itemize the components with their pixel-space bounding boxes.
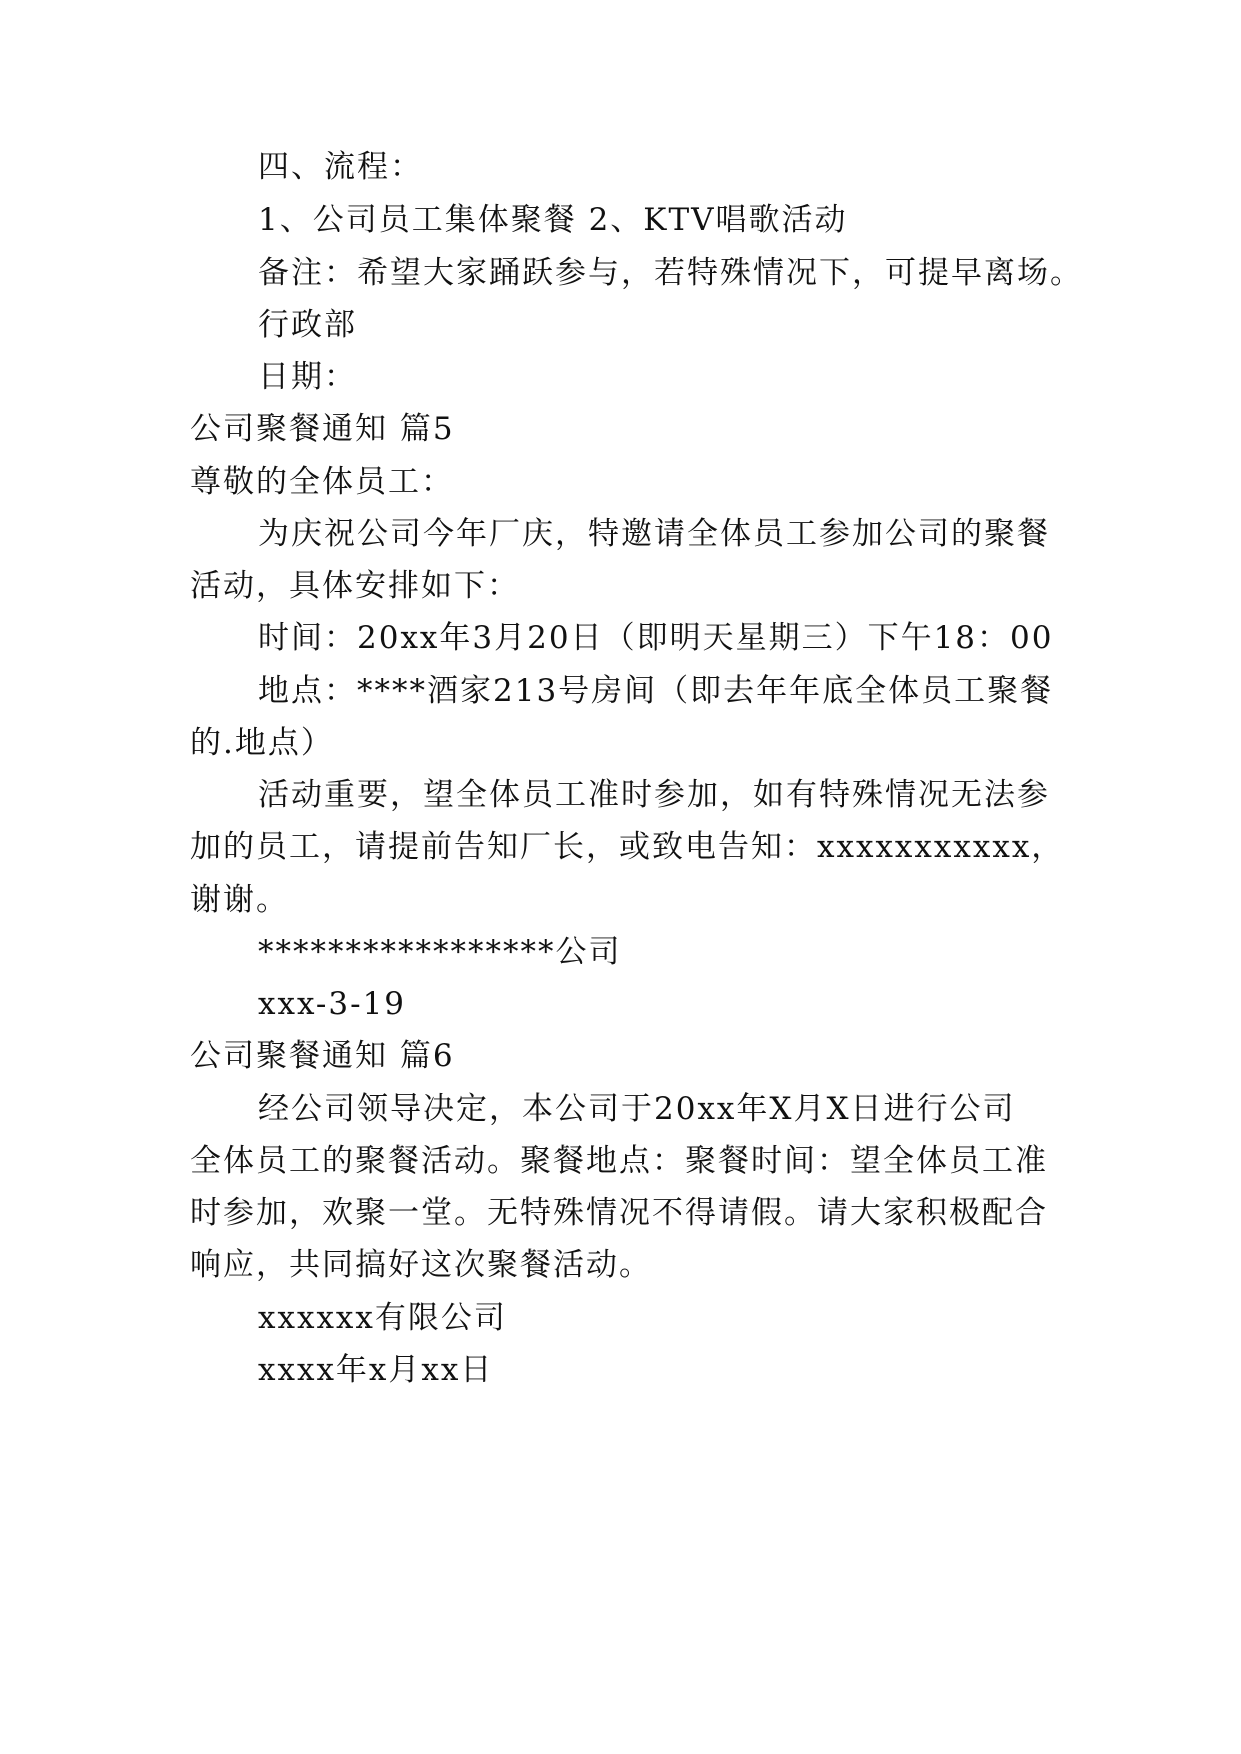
process-items: 1、公司员工集体聚餐 2、KTV唱歌活动 (258, 202, 848, 238)
event-place-continued: 的.地点） (190, 725, 334, 761)
section-heading: 四、流程： (258, 149, 423, 185)
paragraph-line: 全体员工的聚餐活动。聚餐地点：聚餐时间：望全体员工准 (190, 1143, 1048, 1179)
paragraph-line: 谢谢。 (190, 882, 289, 918)
department-signature: 行政部 (258, 307, 357, 343)
event-time: 时间：20xx年3月20日（即明天星期三）下午18：00 (258, 620, 1054, 656)
paragraph-line: 活动重要，望全体员工准时参加，如有特殊情况无法参 (258, 777, 1050, 813)
signature-date: xxx-3-19 (258, 986, 407, 1022)
paragraph-line: 为庆祝公司今年厂庆，特邀请全体员工参加公司的聚餐 (258, 516, 1050, 552)
date-label: 日期： (258, 359, 357, 395)
paragraph-line: 加的员工，请提前告知厂长，或致电告知：xxxxxxxxxxx， (190, 829, 1065, 865)
paragraph-line: 时参加，欢聚一堂。无特殊情况不得请假。请大家积极配合 (190, 1195, 1048, 1231)
notice-title: 公司聚餐通知 篇5 (190, 411, 455, 447)
event-place: 地点：****酒家213号房间（即去年年底全体员工聚餐 (258, 673, 1054, 709)
signature-date: xxxx年x月xx日 (258, 1352, 494, 1388)
paragraph-line: 经公司领导决定，本公司于20xx年X月X日进行公司 (258, 1091, 1016, 1127)
company-signature: xxxxxx有限公司 (258, 1300, 507, 1336)
remark-text: 备注：希望大家踊跃参与，若特殊情况下，可提早离场。 (258, 255, 1083, 291)
company-signature: *****************公司 (258, 934, 622, 970)
notice-title: 公司聚餐通知 篇6 (190, 1038, 455, 1074)
paragraph-line: 响应，共同搞好这次聚餐活动。 (190, 1247, 652, 1283)
salutation: 尊敬的全体员工： (190, 464, 454, 500)
paragraph-line: 活动，具体安排如下： (190, 568, 520, 604)
